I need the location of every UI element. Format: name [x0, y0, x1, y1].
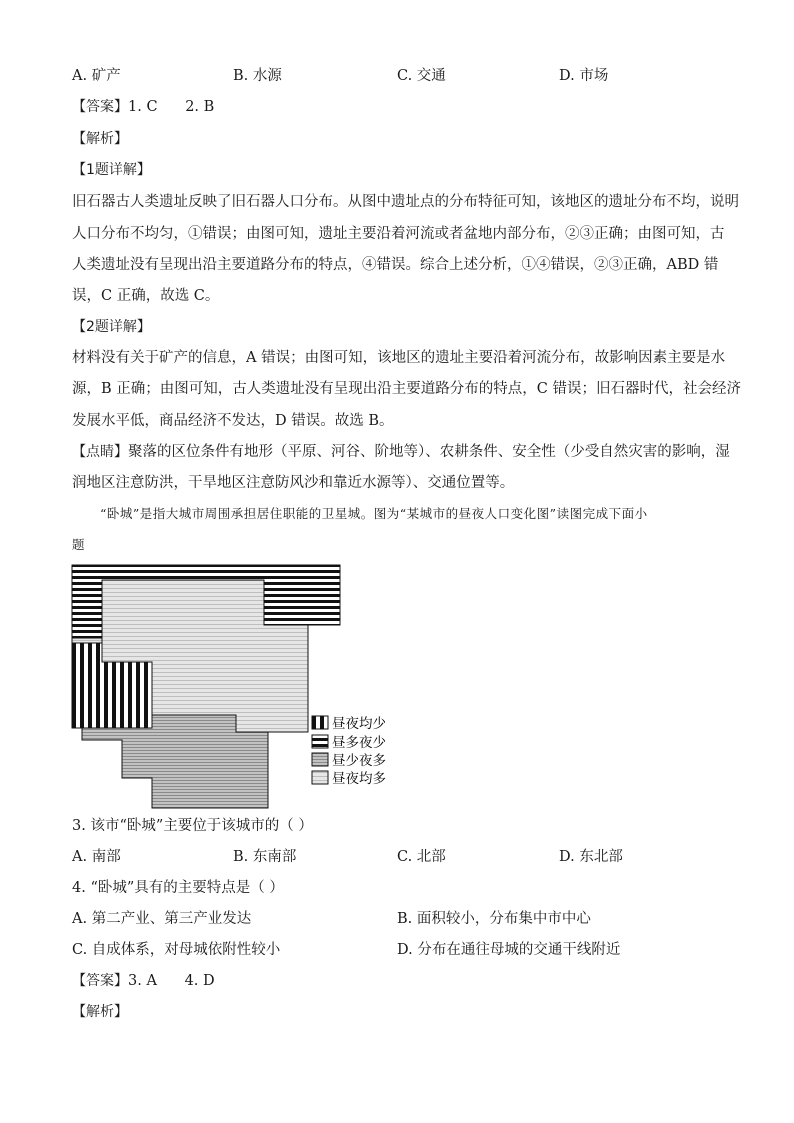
q3-stem: 3. 该市“卧城”主要位于该城市的（ ）	[72, 818, 313, 834]
tip-text: 聚落的区位条件有地形（平原、河谷、阶地等）、农耕条件、安全性（少受自然灾害的影响，湿	[128, 444, 730, 460]
q3-option-a: A. 南部	[72, 849, 121, 865]
analysis-label: 【解析】	[72, 131, 128, 147]
q2-option-b: B. 水源	[233, 68, 282, 84]
answer-text: 1. C 2. B	[128, 99, 215, 115]
q4-option-b: B. 面积较小，分布集中市中心	[397, 911, 591, 927]
tip-line: 润地区注意防洪，干旱地区注意防风沙和靠近水源等）、交通位置等。	[72, 475, 515, 491]
legend-swatch-both-more	[312, 771, 328, 784]
q4-option-c: C. 自成体系，对母城依附性较小	[72, 942, 281, 958]
analysis-label: 【解析】	[72, 1004, 128, 1020]
detail-1-line: 旧石器古人类遗址反映了旧石器人口分布。从图中遗址点的分布特征可知，该地区的遗址分布不均，说明	[72, 194, 739, 210]
q3-option-b: B. 东南部	[233, 849, 297, 865]
detail-1-title: 【1题详解】	[72, 162, 151, 178]
detail-1-line: 人口分布不均匀，①错误；由图可知，遗址主要沿着河流或者盆地内部分布，②③正确；由图可知，古	[72, 226, 725, 242]
q2-option-a: A. 矿产	[72, 68, 121, 84]
answer-label: 【答案】	[72, 99, 128, 115]
legend-label: 昼夜均少	[332, 716, 386, 732]
detail-1-line: 误，C 正确，故选 C。	[72, 288, 220, 304]
answer-3-4	[72, 971, 215, 991]
tip-label: 【点睛】	[72, 444, 128, 460]
answer-text: 3. A 4. D	[128, 973, 215, 989]
detail-2-line: 发展水平低，商品经济不发达，D 错误。故选 B。	[72, 413, 394, 429]
legend-label: 昼夜均多	[332, 771, 386, 787]
legend-label: 昼多夜少	[332, 735, 386, 751]
legend-swatch-day-more	[312, 735, 328, 748]
q2-option-c: C. 交通	[397, 68, 446, 84]
q2-option-d: D. 市场	[559, 68, 609, 84]
detail-1-line: 人类遗址没有呈现出沿主要道路分布的特点，④错误。综合上述分析，①④错误，②③正确，ABD 错	[72, 257, 719, 273]
legend-swatch-both-less	[312, 716, 328, 729]
detail-2-line: 源，B 正确；由图可知，古人类遗址没有呈现出沿主要道路分布的特点，C 错误；旧石器时代，社会经济	[72, 381, 741, 397]
question-intro-cont: 题	[72, 537, 85, 552]
detail-2-line: 材料没有关于矿产的信息，A 错误；由图可知，该地区的遗址主要沿着河流分布，故影响因素主要是水	[72, 350, 726, 366]
q4-option-d: D. 分布在通往母城的交通干线附近	[397, 942, 621, 958]
question-intro: “卧城”是指大城市周围承担居住职能的卫星城。图为“某城市的昼夜人口变化图”读图完成下面小	[100, 506, 648, 521]
legend-swatch-night-more	[312, 753, 328, 766]
q3-option-c: C. 北部	[397, 849, 446, 865]
q4-stem: 4. “卧城”具有的主要特点是（ ）	[72, 880, 284, 896]
answer-label: 【答案】	[72, 973, 128, 989]
legend-label: 昼少夜多	[332, 753, 386, 769]
q3-option-d: D. 东北部	[559, 849, 623, 865]
detail-2-title: 【2题详解】	[72, 319, 151, 335]
q4-option-a: A. 第二产业、第三产业发达	[72, 911, 252, 927]
